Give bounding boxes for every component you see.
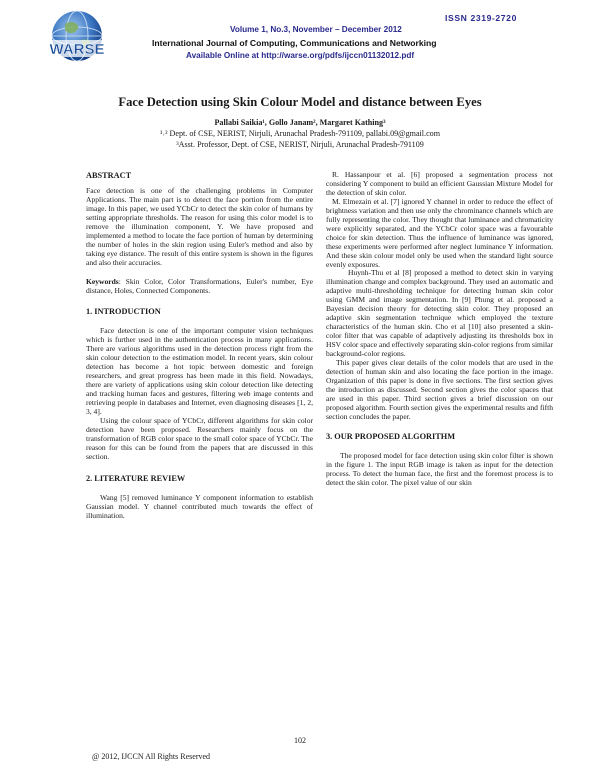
page-number: 102: [294, 736, 306, 745]
right-paragraph-4: This paper gives clear details of the color models that are used in the detection of human skin and also locating the face portion in the image. Organization of this paper is done in five sections. The first section gives the introduction as discussed. Second section gives the color spaces that are used in this paper. Third section gives a brief discussion on our proposed algorithm. Fourth section gives the experimental results and fifth section concludes the paper.: [326, 358, 553, 421]
paper-authors: Pallabi Saikia¹, Gollo Janam², Margaret Kathing³: [214, 118, 386, 127]
affiliation-2: ³Asst. Professor, Dept. of CSE, NERIST, Nirjuli, Arunachal Pradesh-791109: [176, 140, 424, 149]
abstract-text: Face detection is one of the challenging problems in Computer Applications. The main part is to detect the face portion from the entire image. In this paper, we used YCbCr to detect the skin color of humans by setting appropriate thresholds. The reason for using this color model is to remove the illumination component, Y. We have proposed and implemented a method to locate the face portion of human by determining the number of holes in the skin region using Euler's method and also by taking eye distance. The result of this entire system is shown in the figures and also their accuracies.: [86, 186, 313, 267]
copyright-footer: @ 2012, IJCCN All Rights Reserved: [92, 752, 211, 761]
volume-info: Volume 1, No.3, November – December 2012: [230, 25, 402, 34]
introduction-heading: 1. INTRODUCTION: [86, 307, 161, 317]
left-column: [86, 171, 313, 521]
literature-review-heading: 2. LITERATURE REVIEW: [86, 473, 186, 483]
right-paragraph-2: M. Elmezain et al. [7] ignored Y channel in order to reduce the effect of brightness variation and then use only the chrominance channels which are fully representing the color. They thought that luminance and chromaticity were explicitly separated, and the YCbCr color space was a favourable choice for skin detection. Thus the influence of luminance was ignored, these experiments were performed after neglect luminance Y information. And these skin colour model only be used when the standard light source evenly exposures.: [326, 196, 553, 269]
abstract-heading: ABSTRACT: [86, 171, 132, 180]
keywords: [86, 278, 313, 296]
algorithm-paragraph-1: The proposed model for face detection using skin color filter is shown in the figure 1. The input RGB image is taken as input for the detection process. To detect the human face, the first and the foremost process is to detect the skin color. The pixel value of our skin: [326, 450, 553, 487]
algorithm-heading: 3. OUR PROPOSED ALGORITHM: [326, 431, 456, 441]
affiliation-1: ¹˒² Dept. of CSE, NERIST, Nirjuli, Arunachal Pradesh-791109, pallabi.09@gmail.com: [159, 129, 441, 138]
journal-name: International Journal of Computing, Communications and Networking: [152, 38, 437, 48]
online-url[interactable]: Available Online at http://warse.org/pdfs/ijccn01132012.pdf: [186, 51, 415, 60]
literature-paragraph-1: Wang [5] removed luminance Y component information to establish Gaussian model. Y channel contributed much towards the effect of illumination.: [86, 492, 313, 520]
introduction-paragraph-1: Face detection is one of the important computer vision techniques which is further used in the authentication process in many applications. There are various algorithms used in the detection process right from the skin colour detection to the estimation model. In recent years, skin colour detection has become a hot topic between domestic and foreign researchers, and great progress has been made in this field. Nowadays, there are variety of applications using skin colour detection like detecting and tracking human faces and gestures, filtering web image contents and retrieving people in databases and Internet, even diagnosing diseases [1, 2, 3, 4].: [86, 326, 313, 417]
globe-logo-icon: [32, 10, 122, 64]
issn-label: ISSN 2319-2720: [445, 13, 517, 23]
right-paragraph-1: R. Hassanpour et al. [6] proposed a segmentation process not considering Y component to build an efficient Gaussian Mixture Model for the detection of skin color.: [326, 170, 553, 197]
warse-logo: [32, 10, 122, 64]
keywords-label: Keywords: [86, 276, 119, 286]
logo-text: WARSE: [49, 41, 105, 58]
introduction-paragraph-2: Using the colour space of YCbCr, different algorithms for skin color detection have been proposed. Researchers mainly focus on the transformation of RGB color space to the small color space of YCbCr. The reason for this can be found from the papers that are discussed in this section.: [86, 416, 313, 461]
keywords-text: : Skin Color, Color Transformations, Euler's number, Eye distance, Holes, Connected Components.: [86, 276, 313, 295]
paper-title: Face Detection using Skin Colour Model and distance between Eyes: [118, 95, 482, 109]
right-column: [326, 171, 553, 488]
right-paragraph-3: Huynh-Thu et al [8] proposed a method to detect skin in varying illumination change and complex background. They used an automatic and adaptive multi-thresholding technique for detecting human skin color using GMM and image segmentation. In [9] Phung et al. proposed a Bayesian decision theory for detecting skin color. They proposed an adaptive skin segmentation technique which employed the texture characteristics of the human skin. Cho et al [10] also presented a skin-color filter that was capable of adaptively adjusting its thresholds box in HSV color space and effectively separating skin-color regions from similar background-color regions.: [326, 268, 553, 359]
